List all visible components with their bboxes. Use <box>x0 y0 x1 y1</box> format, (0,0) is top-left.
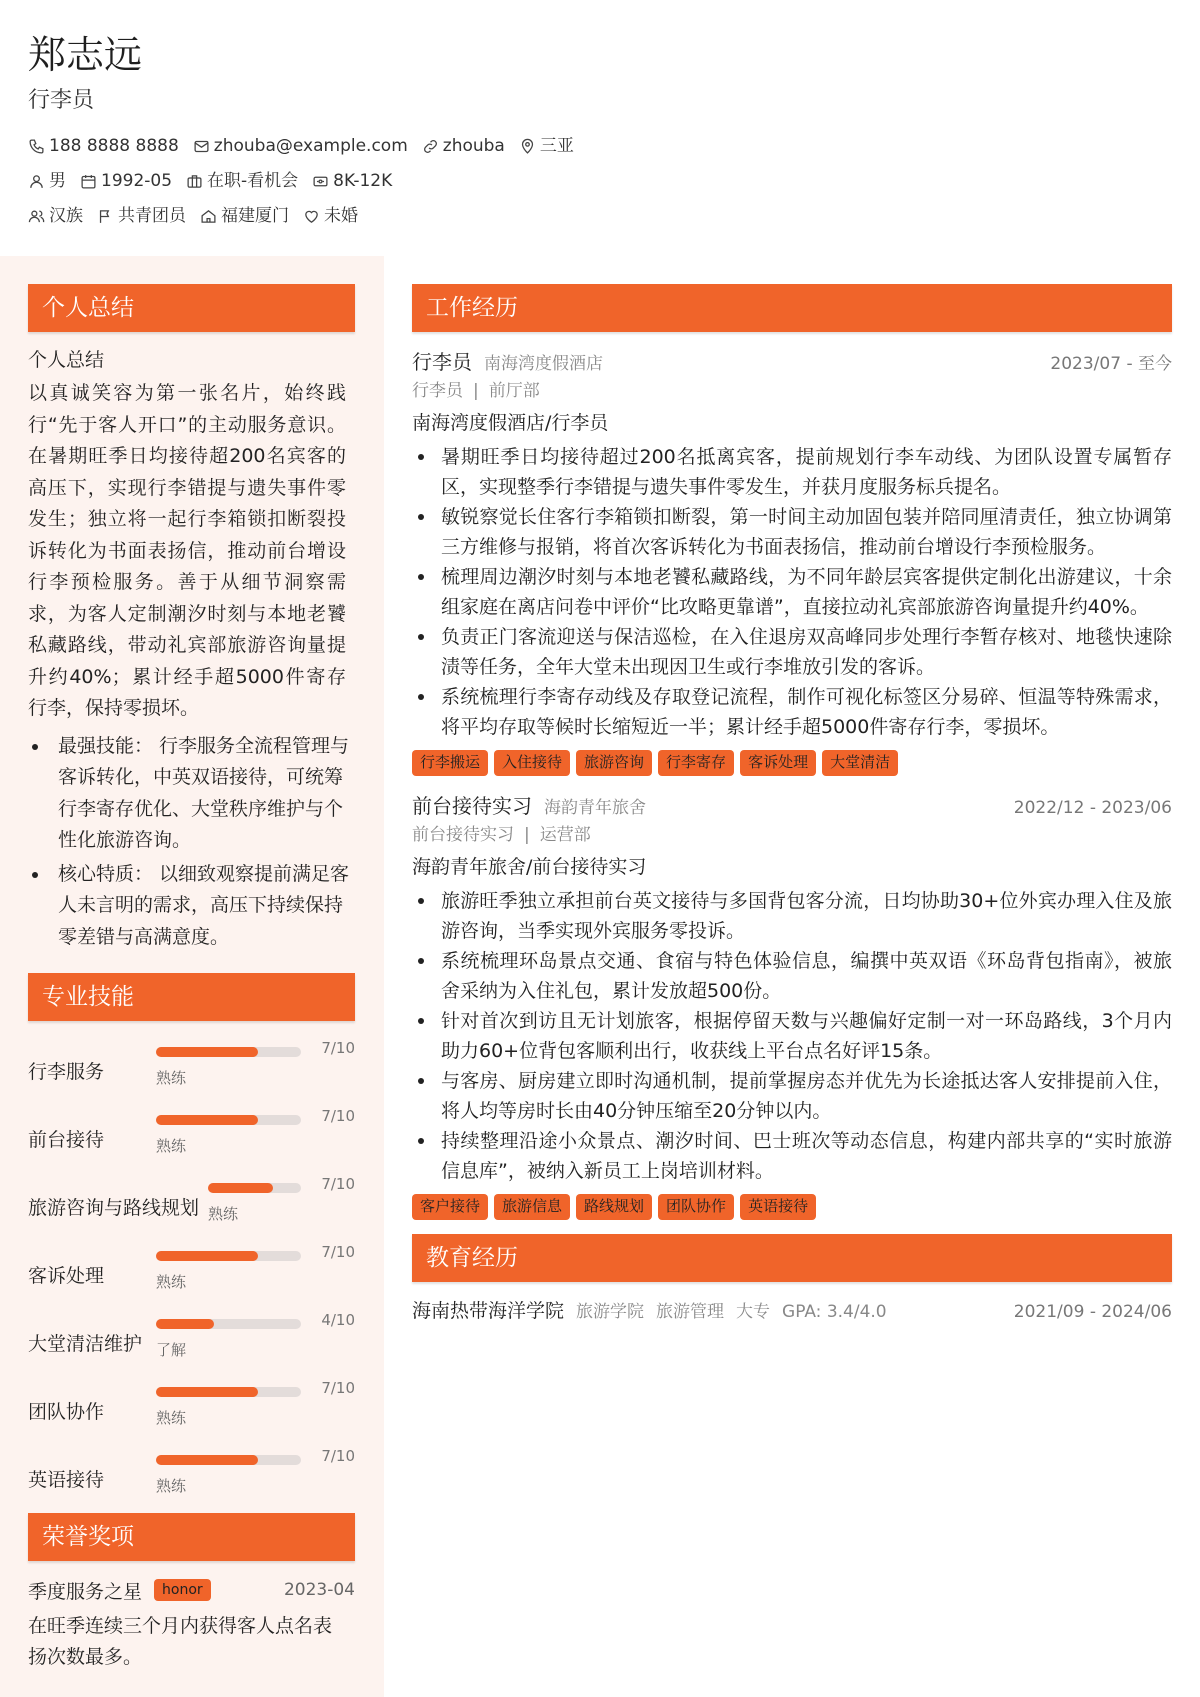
job-header <box>412 790 1172 820</box>
skill-tag: 入住接待 <box>494 750 570 776</box>
skill-tag: 旅游信息 <box>494 1194 570 1220</box>
skill-tag: 行李寄存 <box>658 750 734 776</box>
edu-gpa: GPA: 3.4/4.0 <box>782 1302 887 1322</box>
edu-degree: 大专 <box>736 1302 771 1322</box>
skill-bar <box>156 1115 301 1125</box>
skill-name: 英语接待 <box>28 1469 105 1491</box>
skill-fill <box>156 1251 258 1261</box>
job-bullet: 持续整理沿途小众景点、潮汐时间、巴士班次等动态信息，构建内部共享的“实时旅游信息库”，被纳入新员工上岗培训材料。 <box>441 1126 1172 1186</box>
political-item <box>97 204 186 228</box>
user-icon <box>28 173 45 190</box>
skill-score: 7/10 <box>321 1175 355 1193</box>
job-bullet: 旅游旺季独立承担前台英文接待与多国背包客分流，日均协助30+位外宾办理入住及旅游咨询，当季实现外宾服务零投诉。 <box>441 886 1172 946</box>
skill-level: 熟练 <box>156 1409 187 1427</box>
summary-text: 以真诚笑容为第一张名片，始终践行“先于客人开口”的主动服务意识。在暑期旺季日均接待超200名宾客的高压下，实现行李错提与遗失事件零发生；独立将一起行李箱锁扣断裂投诉转化为书面表扬信，推动前台增设行李预检服务。善于从细节洞察需求，为客人定制潮汐时刻与本地老饕私藏路线，带动礼宾部旅游咨询量提升约40%；累计经手超5000件寄存行李，保持零损坏。 <box>28 382 346 719</box>
skill-fill <box>156 1387 258 1397</box>
skill-bar <box>156 1319 301 1329</box>
summary-bullet: 最强技能： 行李服务全流程管理与客诉转化，中英双语接待，可统筹行李寄存优化、大堂秩序维护与个性化旅游咨询。 <box>58 731 358 857</box>
edu-school: 海南热带海洋学院 <box>412 1300 565 1322</box>
skill-level: 熟练 <box>156 1069 187 1087</box>
job-bullets <box>441 886 1172 1186</box>
skill-bar <box>156 1387 301 1397</box>
edu-college: 旅游学院 <box>576 1302 645 1322</box>
skill-fill <box>156 1455 258 1465</box>
home-icon <box>200 208 217 225</box>
job-entry <box>412 790 1172 1220</box>
job-company: 南海湾度假酒店 <box>484 354 603 374</box>
education-heading: 教育经历 <box>412 1234 1172 1282</box>
skill-row <box>28 1439 355 1507</box>
edu-date: 2021/09 - 2024/06 <box>1013 1302 1172 1322</box>
skills-list <box>28 1031 355 1507</box>
phone-text: 188 8888 8888 <box>49 136 179 156</box>
flag-icon <box>97 208 114 225</box>
skill-level: 熟练 <box>156 1137 187 1155</box>
job-company: 海韵青年旅舍 <box>544 798 646 818</box>
personal-row <box>28 169 1168 193</box>
honor-date: 2023-04 <box>283 1580 355 1600</box>
summary-heading: 个人总结 <box>28 284 355 332</box>
job-department: 运营部 <box>539 825 591 845</box>
skill-row <box>28 1167 355 1235</box>
skill-row <box>28 1099 355 1167</box>
skill-fill <box>156 1047 258 1057</box>
job-tags <box>412 750 1172 776</box>
candidate-title: 行李员 <box>28 88 95 113</box>
summary-bullets <box>58 731 358 954</box>
skill-level: 熟练 <box>208 1205 239 1223</box>
people-icon <box>28 208 45 225</box>
skill-tag: 客户接待 <box>412 1194 488 1220</box>
skill-bar <box>156 1251 301 1261</box>
heart-icon <box>303 208 320 225</box>
honor-item <box>28 1575 355 1673</box>
job-entry <box>412 346 1172 776</box>
honor-desc: 在旺季连续三个月内获得客人点名表扬次数最多。 <box>28 1615 333 1668</box>
gender-text: 男 <box>49 171 66 191</box>
location-icon <box>519 138 536 155</box>
job-bullets <box>441 442 1172 742</box>
job-org-role: 南海湾度假酒店/行李员 <box>412 412 609 434</box>
honors-heading: 荣誉奖项 <box>28 1513 355 1561</box>
skill-tag: 大堂清洁 <box>822 750 898 776</box>
skill-score: 7/10 <box>321 1243 355 1261</box>
skill-tag: 团队协作 <box>658 1194 734 1220</box>
skill-fill <box>156 1319 214 1329</box>
skill-fill <box>156 1115 258 1125</box>
status-text: 在职-看机会 <box>207 171 299 191</box>
briefcase-icon <box>186 173 203 190</box>
skill-bar <box>208 1183 301 1193</box>
email-item[interactable] <box>193 134 408 158</box>
summary-subheading: 个人总结 <box>28 349 105 371</box>
skill-bar <box>156 1455 301 1465</box>
salary-text: 8K-12K <box>333 171 393 191</box>
phone-item[interactable] <box>28 134 179 158</box>
honor-name: 季度服务之星 <box>28 1580 143 1603</box>
skill-score: 7/10 <box>321 1447 355 1465</box>
skill-row <box>28 1371 355 1439</box>
education-item <box>412 1296 1172 1326</box>
email-text: zhouba@example.com <box>213 136 408 156</box>
skill-tag: 路线规划 <box>576 1194 652 1220</box>
ethnicity-item <box>28 204 83 228</box>
contact-row <box>28 134 1168 158</box>
gender-item <box>28 169 66 193</box>
skill-name: 团队协作 <box>28 1401 105 1423</box>
candidate-name: 郑志远 <box>28 33 143 77</box>
main-content <box>412 256 1172 1326</box>
honor-badge: honor <box>154 1579 211 1601</box>
location-text: 三亚 <box>539 136 574 156</box>
background-row <box>28 204 1168 228</box>
skill-name: 旅游咨询与路线规划 <box>28 1197 200 1219</box>
birth-item <box>80 169 172 193</box>
location-item <box>519 134 574 158</box>
calendar-icon <box>80 173 97 190</box>
link-text: zhouba <box>442 136 505 156</box>
job-bullet: 梳理周边潮汐时刻与本地老饕私藏路线，为不同年龄层宾客提供定制化出游建议，十余组家庭在离店问卷中评价“比攻略更靠谱”，直接拉动礼宾部旅游咨询量提升约40%。 <box>441 562 1172 622</box>
skill-score: 7/10 <box>321 1379 355 1397</box>
link-icon <box>422 138 439 155</box>
phone-icon <box>28 138 45 155</box>
job-bullet: 负责正门客流迎送与保洁巡检，在入住退房双高峰同步处理行李暂存核对、地毯快速除渍等任务，全年大堂未出现因卫生或行李堆放引发的客诉。 <box>441 622 1172 682</box>
mail-icon <box>193 138 210 155</box>
job-position: 行李员 <box>412 381 463 401</box>
marital-text: 未婚 <box>324 206 358 226</box>
skill-row <box>28 1031 355 1099</box>
job-bullet: 敏锐察觉长住客行李箱锁扣断裂，第一时间主动加固包装并陪同厘清责任，独立协调第三方维修与报销，将首次客诉转化为书面表扬信，推动前台增设行李预检服务。 <box>441 502 1172 562</box>
job-role: 前台接待实习 <box>412 794 532 818</box>
work-heading: 工作经历 <box>412 284 1172 332</box>
political-text: 共青团员 <box>118 206 186 226</box>
skill-tag: 客诉处理 <box>740 750 816 776</box>
job-org-role: 海韵青年旅舍/前台接待实习 <box>412 856 647 878</box>
hometown-text: 福建厦门 <box>221 206 289 226</box>
skill-tag: 英语接待 <box>740 1194 816 1220</box>
job-bullet: 与客房、厨房建立即时沟通机制，提前掌握房态并优先为长途抵达客人安排提前入住，将人均等房时长由40分钟压缩至20分钟以内。 <box>441 1066 1172 1126</box>
job-department: 前厅部 <box>488 381 540 401</box>
ethnicity-text: 汉族 <box>49 206 83 226</box>
job-bullet: 系统梳理行李寄存动线及存取登记流程，制作可视化标签区分易碎、恒温等特殊需求，将平均存取等候时长缩短近一半；累计经手超5000件寄存行李，零损坏。 <box>441 682 1172 742</box>
birth-text: 1992-05 <box>101 171 173 191</box>
edu-major: 旅游管理 <box>656 1302 725 1322</box>
skill-score: 4/10 <box>321 1311 355 1329</box>
job-bullet: 系统梳理环岛景点交通、食宿与特色体验信息，编撰中英双语《环岛背包指南》，被旅舍采纳为入住礼包，累计发放超500份。 <box>441 946 1172 1006</box>
job-header <box>412 346 1172 376</box>
skill-tag: 旅游咨询 <box>576 750 652 776</box>
skill-fill <box>208 1183 273 1193</box>
separator: | <box>473 381 479 401</box>
job-bullet: 针对首次到访且无计划旅客，根据停留天数与兴趣偏好定制一对一环岛路线，3个月内助力60+位背包客顺利出行，收获线上平台点名好评15条。 <box>441 1006 1172 1066</box>
job-bullet: 暑期旺季日均接待超过200名抵离宾客，提前规划行李车动线、为团队设置专属暂存区，实现整季行李错提与遗失事件零发生，并获月度服务标兵提名。 <box>441 442 1172 502</box>
skill-row <box>28 1235 355 1303</box>
summary-bullet: 核心特质： 以细致观察提前满足客人未言明的需求，高压下持续保持零差错与高满意度。 <box>58 859 358 954</box>
skill-level: 熟练 <box>156 1477 187 1495</box>
skill-tag: 行李搬运 <box>412 750 488 776</box>
skill-name: 客诉处理 <box>28 1265 105 1287</box>
salary-item <box>312 169 392 193</box>
job-tags <box>412 1194 1172 1220</box>
skill-bar <box>156 1047 301 1057</box>
skill-score: 7/10 <box>321 1039 355 1057</box>
work-list <box>412 346 1172 1220</box>
job-role: 行李员 <box>412 350 472 374</box>
skill-name: 行李服务 <box>28 1061 105 1083</box>
link-item[interactable] <box>422 134 505 158</box>
skill-score: 7/10 <box>321 1107 355 1125</box>
job-position-line <box>412 376 1172 406</box>
job-position: 前台接待实习 <box>412 825 514 845</box>
skill-row <box>28 1303 355 1371</box>
hometown-item <box>200 204 289 228</box>
skill-name: 大堂清洁维护 <box>28 1333 143 1355</box>
skill-level: 熟练 <box>156 1273 187 1291</box>
skill-name: 前台接待 <box>28 1129 105 1151</box>
marital-item <box>303 204 358 228</box>
skill-level: 了解 <box>156 1341 187 1359</box>
status-item <box>186 169 298 193</box>
job-position-line <box>412 820 1172 850</box>
resume-header <box>28 30 1168 228</box>
job-date: 2023/07 - 至今 <box>1050 354 1172 374</box>
salary-icon <box>312 173 329 190</box>
separator: | <box>524 825 530 845</box>
job-date: 2022/12 - 2023/06 <box>1013 798 1172 818</box>
skills-heading: 专业技能 <box>28 973 355 1021</box>
sidebar <box>0 256 384 1697</box>
